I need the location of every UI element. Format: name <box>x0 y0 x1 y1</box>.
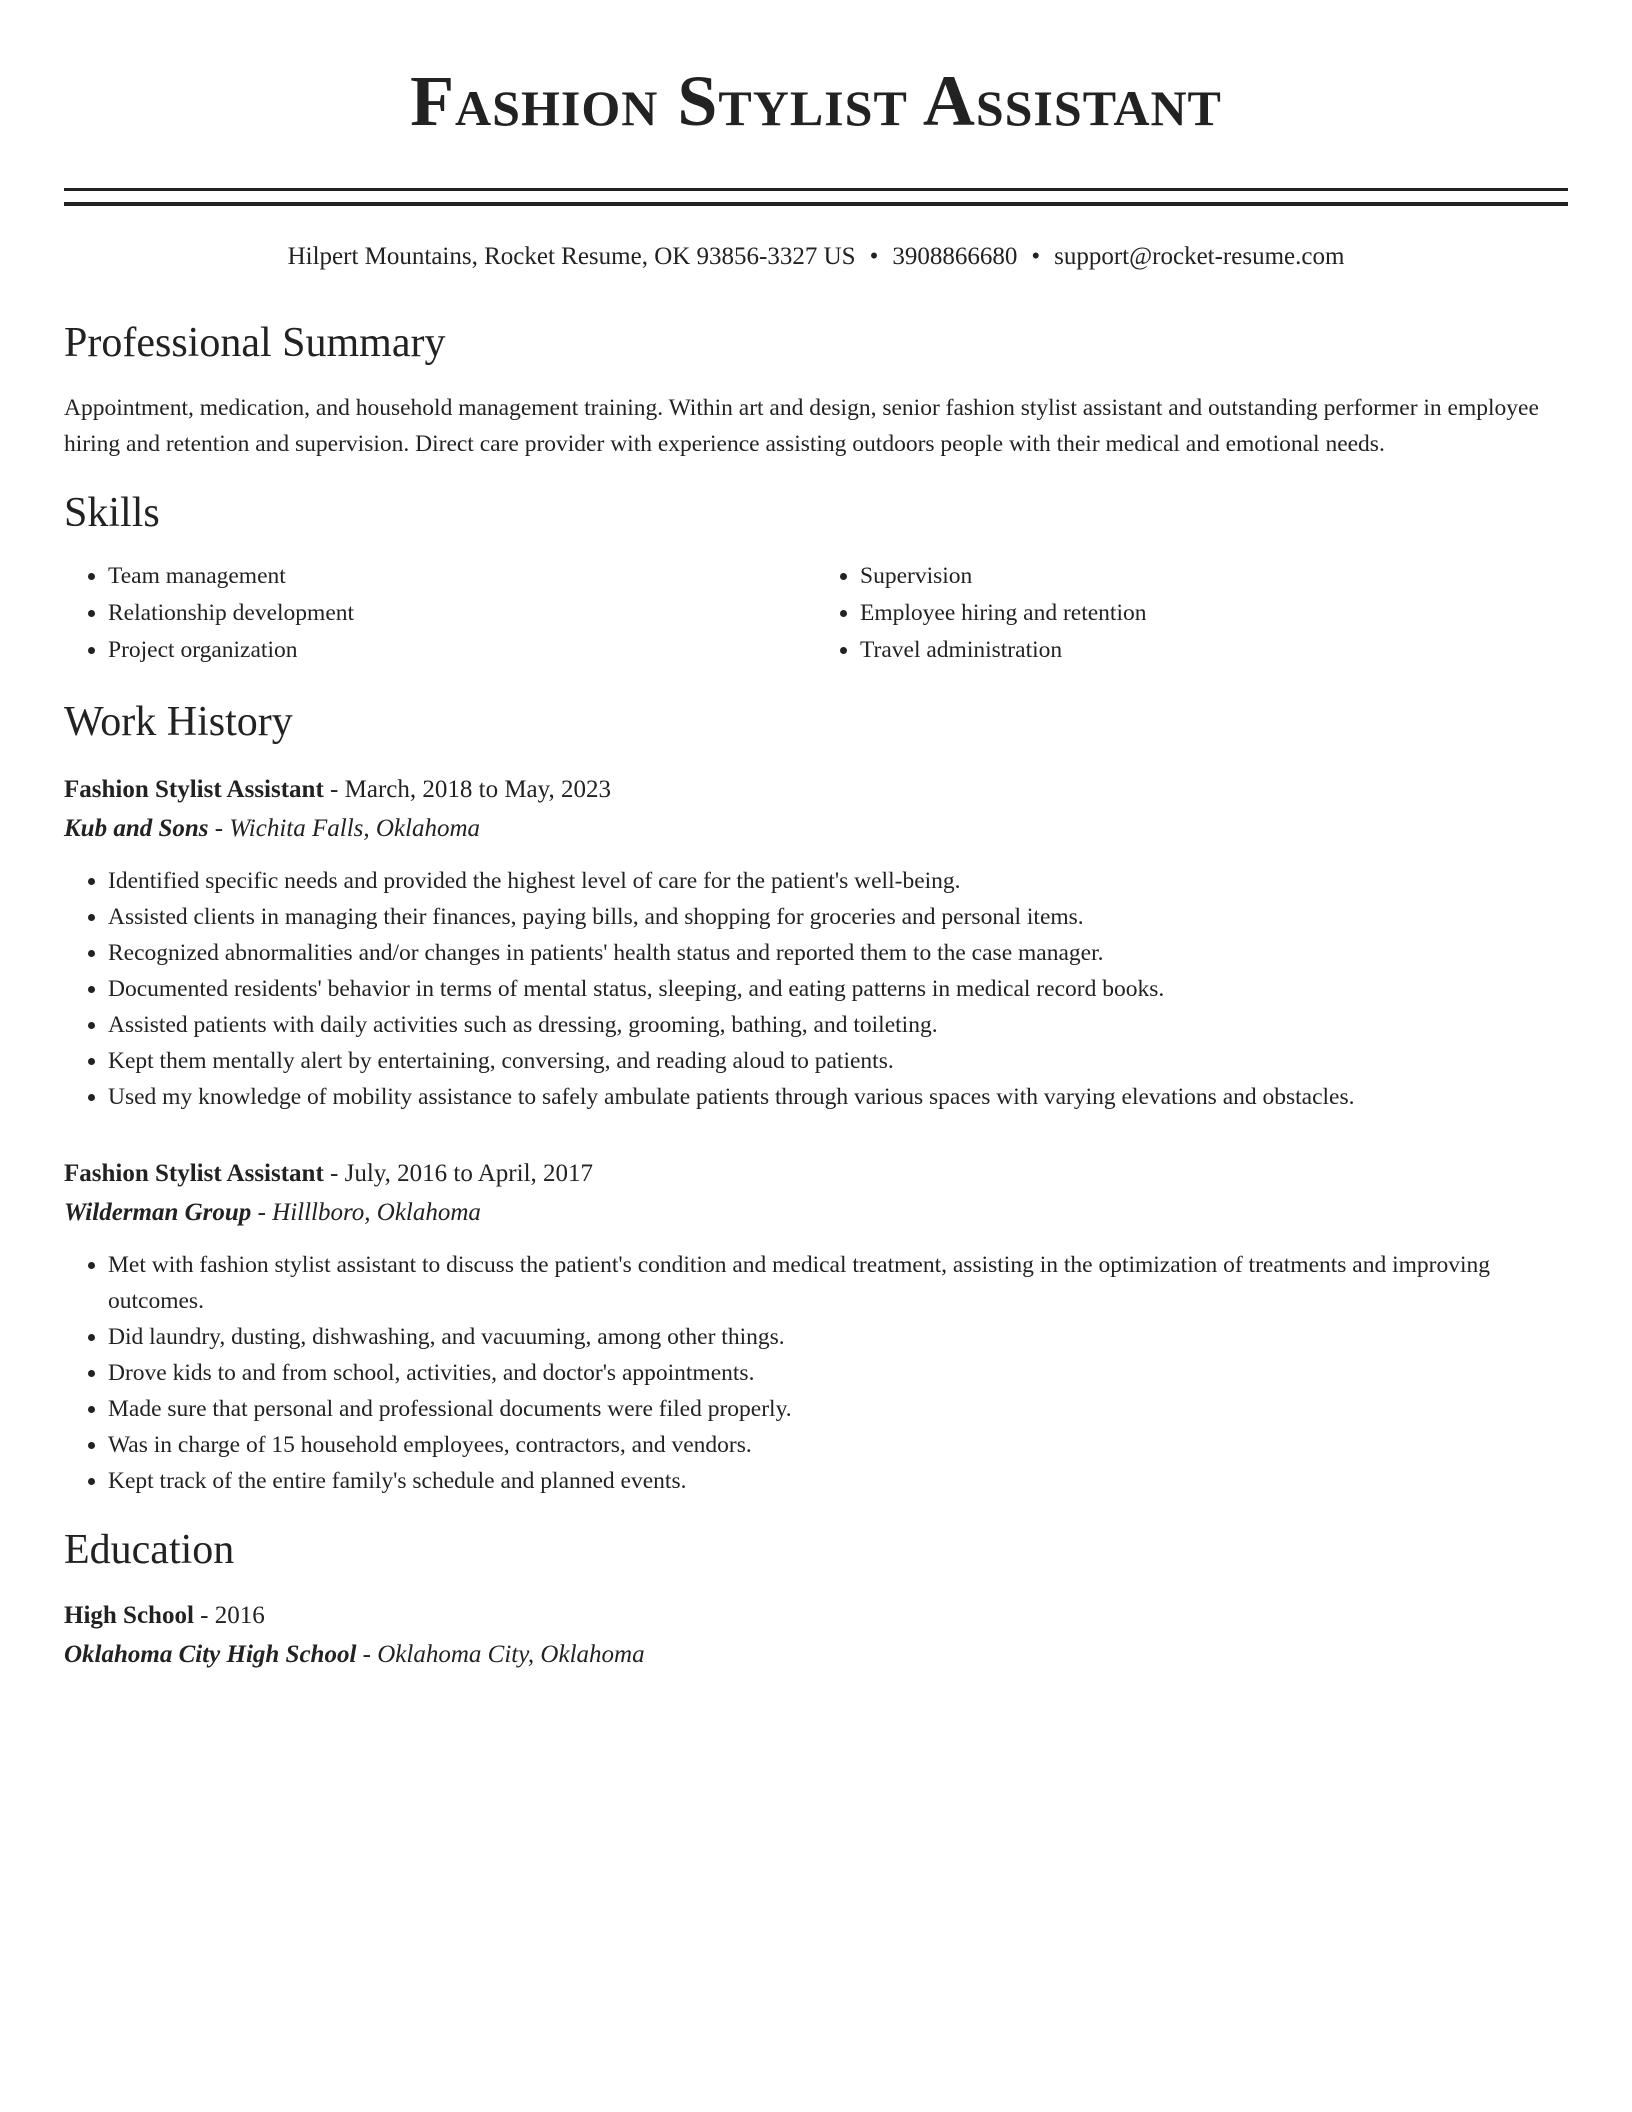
job-entry <box>64 771 1568 1115</box>
job-duty: • Kept track of the entire family's schedule and planned events. <box>108 1463 1568 1499</box>
work-history-heading: Work History <box>64 699 293 745</box>
resume-name: Fashion Stylist Assistant <box>410 61 1222 141</box>
job-dates: - March, 2018 to May, 2023 <box>323 776 612 803</box>
skills-heading: Skills <box>64 490 160 536</box>
skill-item: • Supervision <box>860 558 1568 595</box>
skills-list <box>64 558 1568 669</box>
header-double-rule <box>64 188 1568 206</box>
education-year: - 2016 <box>193 1602 265 1629</box>
contact-phone: 3908866680 <box>892 243 1018 270</box>
education-location: - Oklahoma City, Oklahoma <box>356 1641 645 1668</box>
education-degree: High School <box>64 1602 194 1629</box>
job-title-line <box>64 771 1568 809</box>
job-duty: • Was in charge of 15 household employees, contractors, and vendors. <box>108 1427 1568 1463</box>
contact-line <box>64 242 1568 272</box>
job-duty: • Kept them mentally alert by entertaining, conversing, and reading aloud to patients. <box>108 1043 1568 1079</box>
job-dates: - July, 2016 to April, 2017 <box>323 1160 594 1187</box>
contact-separator: • <box>869 243 879 270</box>
summary-heading: Professional Summary <box>64 320 446 366</box>
job-duty: • Did laundry, dusting, dishwashing, and vacuuming, among other things. <box>108 1319 1568 1355</box>
job-duty: • Used my knowledge of mobility assistance to safely ambulate patients through various spaces with varying elevations and obstacles. <box>108 1079 1568 1115</box>
education-school: Oklahoma City High School <box>64 1641 357 1668</box>
job-duty: • Assisted patients with daily activities such as dressing, grooming, bathing, and toileting. <box>108 1007 1568 1043</box>
job-duty: • Documented residents' behavior in terms of mental status, sleeping, and eating patterns in medical record books. <box>108 971 1568 1007</box>
job-location: - Wichita Falls, Oklahoma <box>208 815 481 842</box>
skill-item: • Relationship development <box>108 595 816 632</box>
skill-item: • Employee hiring and retention <box>860 595 1568 632</box>
education-heading: Education <box>64 1527 235 1573</box>
job-duty: • Identified specific needs and provided the highest level of care for the patient's well-being. <box>108 863 1568 899</box>
job-duties <box>64 863 1568 1115</box>
job-company-line <box>64 1193 1568 1233</box>
job-duty: • Assisted clients in managing their finances, paying bills, and shopping for groceries and personal items. <box>108 899 1568 935</box>
job-duty: • Drove kids to and from school, activities, and doctor's appointments. <box>108 1355 1568 1391</box>
contact-separator: • <box>1031 243 1041 270</box>
job-duty: • Made sure that personal and professional documents were filed properly. <box>108 1391 1568 1427</box>
summary-text: Appointment, medication, and household management training. Within art and design, senior fashion stylist assistant and outstanding performer in employee hiring and retention and supervision. Direct care provider with experience assisting outdoors people with their medical and emotional needs. <box>64 395 1539 457</box>
skill-item: • Travel administration <box>860 632 1568 669</box>
job-company: Wilderman Group <box>64 1199 252 1226</box>
job-title-line <box>64 1155 1568 1193</box>
skills-column-left <box>64 558 816 669</box>
skill-item: • Project organization <box>108 632 816 669</box>
job-location: - Hilllboro, Oklahoma <box>251 1199 481 1226</box>
contact-email: support@rocket-resume.com <box>1054 243 1345 270</box>
job-company: Kub and Sons <box>64 815 209 842</box>
job-entry <box>64 1155 1568 1499</box>
job-duties <box>64 1247 1568 1499</box>
skills-column-right <box>816 558 1568 669</box>
job-position: Fashion Stylist Assistant <box>64 1160 324 1187</box>
job-position: Fashion Stylist Assistant <box>64 776 324 803</box>
skill-item: • Team management <box>108 558 816 595</box>
job-company-line <box>64 809 1568 849</box>
job-duty: • Met with fashion stylist assistant to discuss the patient's condition and medical treatment, assisting in the optimization of treatments and improving outcomes. <box>108 1247 1568 1319</box>
education-degree-line <box>64 1597 1568 1635</box>
education-school-line <box>64 1635 1568 1675</box>
contact-address: Hilpert Mountains, Rocket Resume, OK 93856-3327 US <box>287 243 856 270</box>
job-duty: • Recognized abnormalities and/or changes in patients' health status and reported them to the case manager. <box>108 935 1568 971</box>
